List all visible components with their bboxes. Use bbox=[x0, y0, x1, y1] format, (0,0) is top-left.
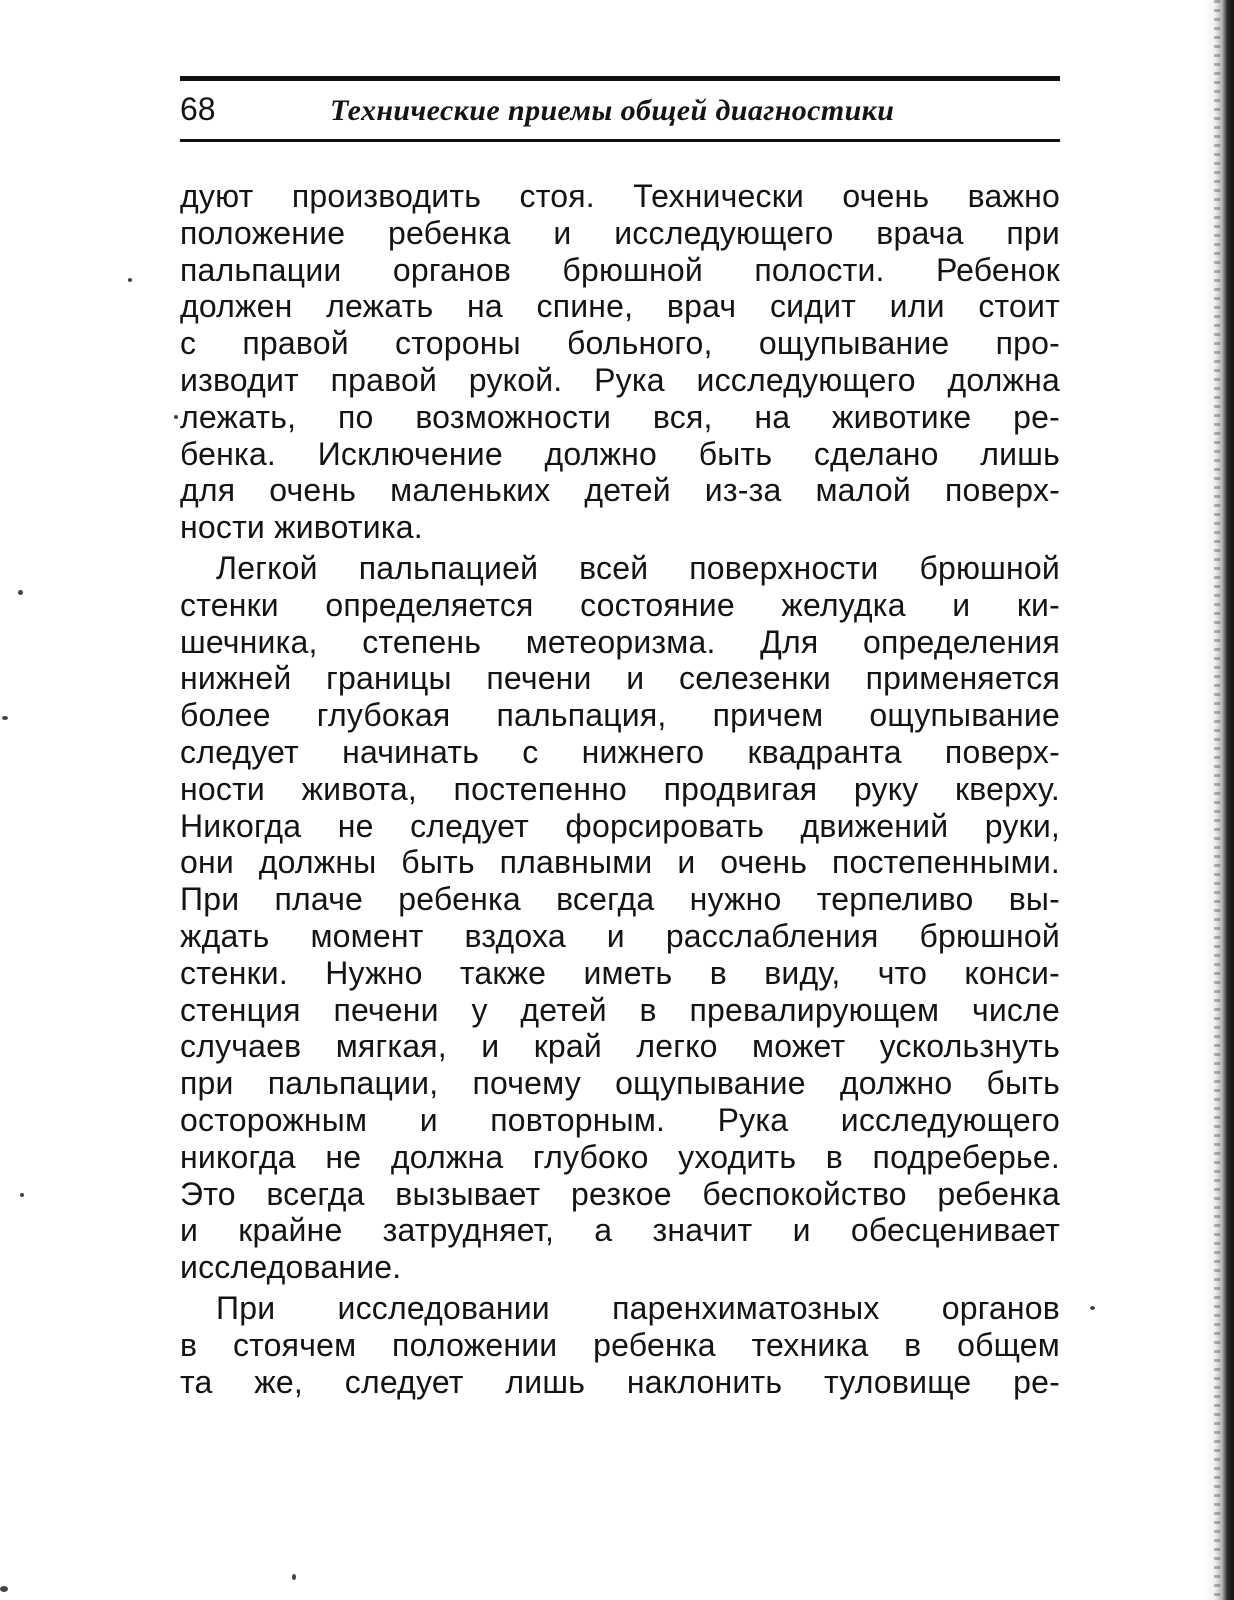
text-line: должен лежать на спине, врач сидит или стоит bbox=[180, 288, 1060, 325]
scan-speck bbox=[20, 1193, 24, 1197]
text-line: стенки. Нужно также иметь в виду, что конси- bbox=[180, 954, 1060, 991]
text-line: стенция печени у детей в превалирующем числе bbox=[180, 991, 1060, 1028]
text-line: изводит правой рукой. Рука исследующего должна bbox=[180, 361, 1060, 398]
text-line: осторожным и повторным. Рука исследующего bbox=[180, 1101, 1060, 1138]
paragraph-2 bbox=[180, 550, 1060, 1286]
text-line: и крайне затрудняет, а значит и обесценивает bbox=[180, 1212, 1060, 1249]
text-line: При плаче ребенка всегда нужно терпеливо вы- bbox=[180, 881, 1060, 918]
text-line: никогда не должна глубоко уходить в подреберье. bbox=[180, 1138, 1060, 1175]
text-line: следует начинать с нижнего квадранта поверх- bbox=[180, 733, 1060, 770]
scan-speck bbox=[1090, 1306, 1095, 1310]
text-line: они должны быть плавными и очень постепенными. bbox=[180, 844, 1060, 881]
page-number: 68 bbox=[180, 91, 216, 127]
paragraph-1 bbox=[180, 178, 1060, 546]
text-line: Это всегда вызывает резкое беспокойство ребенка bbox=[180, 1175, 1060, 1212]
scan-speck bbox=[2, 716, 8, 720]
text-line: дуют производить стоя. Технически очень важно bbox=[180, 178, 1060, 214]
text-line: нижней границы печени и селезенки применяется bbox=[180, 660, 1060, 697]
scan-speck bbox=[0, 1586, 8, 1592]
scan-speck bbox=[128, 278, 132, 282]
text-line: с правой стороны больного, ощупывание про- bbox=[180, 325, 1060, 362]
header-top-rule bbox=[180, 76, 1060, 81]
text-line: более глубокая пальпация, причем ощупывание bbox=[180, 697, 1060, 734]
text-line: та же, следует лишь наклонить туловище ре- bbox=[180, 1363, 1060, 1400]
text-line: для очень маленьких детей из-за малой поверх- bbox=[180, 472, 1060, 509]
text-line: при пальпации, почему ощупывание должно быть bbox=[180, 1065, 1060, 1102]
header-bottom-rule bbox=[180, 139, 1060, 142]
text-line: случаев мягкая, и край легко может ускользнуть bbox=[180, 1028, 1060, 1065]
text-line: ждать момент вздоха и расслабления брюшной bbox=[180, 917, 1060, 954]
text-line: стенки определяется состояние желудка и ки- bbox=[180, 586, 1060, 623]
text-line: положение ребенка и исследующего врача при bbox=[180, 214, 1060, 251]
scan-speck bbox=[18, 590, 23, 595]
text-line: в стоячем положении ребенка техника в общем bbox=[180, 1326, 1060, 1363]
text-line: пальпации органов брюшной полости. Ребенок bbox=[180, 251, 1060, 288]
text-line: Легкой пальпацией всей поверхности брюшной bbox=[216, 549, 1060, 586]
running-title: Технические приемы общей диагностики bbox=[330, 94, 895, 127]
text-line: ности животика. bbox=[180, 509, 423, 546]
running-header bbox=[180, 91, 1060, 131]
book-binding-edge bbox=[1204, 0, 1234, 1600]
body-text bbox=[180, 178, 1060, 1400]
text-line: лежать, по возможности вся, на животике ре- bbox=[180, 398, 1060, 435]
text-line: шечника, степень метеоризма. Для определения bbox=[180, 623, 1060, 660]
scan-speck bbox=[174, 415, 178, 419]
text-line: бенка. Исключение должно быть сделано лишь bbox=[180, 435, 1060, 472]
text-line: исследование. bbox=[180, 1249, 402, 1286]
text-line: При исследовании паренхиматозных органов bbox=[216, 1289, 1060, 1326]
book-page bbox=[180, 76, 1060, 1400]
scan-speck bbox=[292, 1574, 296, 1580]
paragraph-3 bbox=[180, 1290, 1060, 1400]
text-line: ности живота, постепенно продвигая руку кверху. bbox=[180, 770, 1060, 807]
text-line: Никогда не следует форсировать движений руки, bbox=[180, 807, 1060, 844]
